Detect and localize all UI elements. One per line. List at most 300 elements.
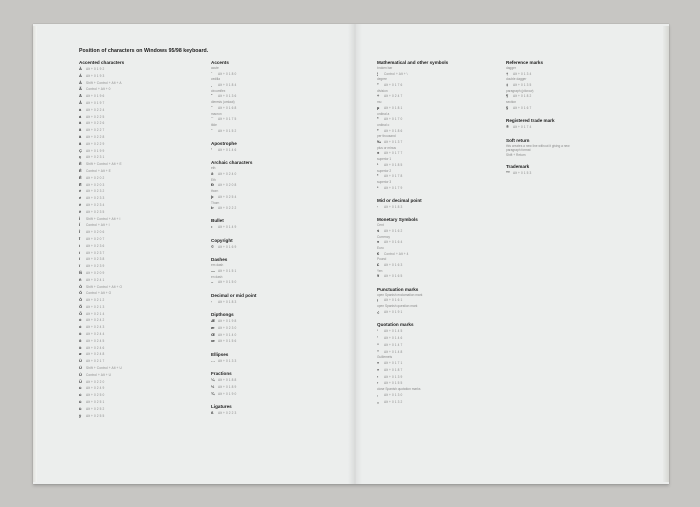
key-combination: Alt + 0 2 0 6: [86, 230, 105, 235]
character-row: [79, 365, 124, 372]
character-row: [377, 328, 448, 335]
key-combination: Alt + 0 1 9 9: [86, 148, 105, 153]
symbol-group: [506, 59, 570, 112]
character-row: [506, 82, 570, 89]
key-combination: Alt + 0 1 5 1: [218, 268, 237, 273]
character-row: [211, 105, 256, 112]
entry-label: Guillemets: [377, 355, 393, 360]
symbol-group: [211, 237, 256, 251]
character-row: [79, 175, 124, 182]
character-row: [79, 277, 124, 284]
character-glyph: Ð: [211, 182, 214, 188]
character-row: [506, 170, 570, 177]
character-row: [79, 379, 124, 386]
character-glyph: û: [79, 399, 82, 405]
group-heading: Accents: [211, 60, 229, 65]
entry-note: Shift + Return: [506, 152, 526, 157]
character-glyph: Ñ: [79, 269, 82, 275]
character-row: [79, 236, 124, 243]
group-heading: Ligatures: [211, 404, 232, 410]
key-combination: Alt + 0 1 9 2: [86, 67, 105, 71]
character-glyph: ¤: [377, 239, 380, 245]
entry-label: macron: [211, 111, 222, 116]
character-glyph: æ: [211, 324, 215, 330]
key-combination: Alt + 0 2 4 4: [86, 332, 105, 337]
key-combination: Alt + 0 1 9 8: [218, 319, 237, 324]
key-combination: Alt + 0 1 6 5: [384, 274, 403, 279]
key-combination: Control + Alt + U: [86, 372, 112, 377]
character-row: [79, 107, 124, 114]
character-glyph: õ: [79, 337, 82, 343]
group-heading: Reference marks: [506, 60, 544, 65]
symbol-group: [506, 163, 570, 177]
key-combination: Alt + 0 2 3 7: [86, 250, 105, 255]
character-row: [211, 82, 256, 89]
character-glyph: ¼: [211, 377, 215, 383]
key-combination: Alt + 0 1 4 7: [384, 342, 403, 347]
character-glyph: Ç: [79, 147, 82, 153]
key-combination: Alt + 0 1 3 9: [384, 374, 403, 379]
key-combination: Alt + 0 1 8 3: [384, 204, 403, 209]
key-combination: Alt + 0 1 5 0: [218, 280, 237, 285]
character-glyph: á: [79, 113, 82, 119]
character-glyph: °: [377, 81, 379, 87]
character-row: [211, 171, 256, 178]
character-row: [377, 150, 448, 157]
key-combination: Alt + 0 1 8 7: [384, 367, 403, 372]
symbol-group: [377, 321, 448, 405]
character-row: [211, 358, 256, 365]
key-combination: Control + Alt + 0: [86, 87, 111, 92]
key-combination: Alt + 0 2 2 4: [86, 107, 105, 112]
character-glyph: Ò: [79, 283, 83, 289]
character-row: [377, 204, 448, 211]
key-combination: Alt + 0 1 8 4: [218, 82, 237, 87]
character-glyph: é: [79, 195, 82, 201]
key-combination: Alt + 0 1 9 3: [86, 73, 105, 78]
character-glyph: ¦: [377, 70, 379, 76]
key-combination: Alt + 0 2 0 9: [86, 270, 105, 275]
key-combination: Shift + Control + Alt + E: [86, 162, 122, 167]
key-combination: Alt + 0 2 5 5: [86, 413, 105, 418]
character-glyph: ¯: [211, 116, 214, 122]
key-combination: Alt + 0 2 4 6: [86, 345, 105, 350]
character-glyph: ‰: [377, 138, 381, 144]
character-row: [79, 100, 124, 107]
character-glyph: ‹: [377, 373, 379, 379]
character-glyph: ¡: [377, 297, 379, 303]
key-combination: Control + Alt + 4: [384, 251, 409, 256]
column-accented-characters: [79, 59, 124, 425]
symbol-group: [211, 159, 256, 212]
character-glyph: ’: [211, 146, 213, 152]
key-combination: Alt + 0 1 7 6: [384, 82, 403, 87]
character-glyph: ¹: [377, 161, 379, 167]
key-combination: Alt + 0 2 0 3: [86, 182, 105, 187]
key-combination: Alt + 0 2 4 0: [218, 171, 237, 176]
character-row: [79, 317, 124, 324]
key-combination: Alt + 0 1 7 4: [513, 125, 532, 130]
character-row: [377, 309, 448, 316]
key-combination: Alt + 0 2 5 0: [86, 393, 105, 398]
entry-label: Thorn: [211, 200, 220, 205]
key-combination: Alt + 0 2 3 6: [86, 243, 105, 248]
character-glyph: ð: [211, 170, 214, 176]
group-heading: Bullet: [211, 218, 224, 224]
character-row: [377, 239, 448, 246]
key-combination: Alt + 0 1 8 6: [384, 128, 403, 133]
character-row: [79, 406, 124, 413]
key-combination: Alt + 0 1 8 2: [513, 94, 532, 99]
character-glyph: ‘: [377, 328, 379, 334]
character-glyph: ¨: [211, 104, 213, 110]
character-row: [377, 392, 448, 399]
character-glyph: Û: [79, 371, 82, 377]
key-combination: Alt + 0 1 8 3: [218, 299, 237, 304]
entry-label: dagger: [506, 66, 516, 70]
character-glyph: Ï: [79, 235, 81, 241]
character-row: [377, 139, 448, 146]
left-page-edges: [33, 26, 37, 482]
key-combination: Alt + 0 1 5 3: [513, 170, 532, 175]
key-combination: Alt + 0 2 1 2: [86, 298, 105, 303]
character-row: [377, 367, 448, 374]
key-combination: Alt + 0 1 9 1: [384, 309, 403, 314]
symbol-group: [211, 140, 256, 154]
key-combination: Alt + 0 1 3 3: [218, 358, 237, 363]
character-glyph: ³: [377, 184, 379, 190]
character-row: [211, 116, 256, 123]
character-glyph: ®: [506, 124, 509, 130]
entry-label: open Spanish question mark: [377, 304, 418, 309]
character-glyph: ì: [79, 242, 81, 248]
character-glyph: Ä: [79, 93, 82, 99]
character-row: [79, 209, 124, 216]
character-row: [377, 374, 448, 381]
group-heading: Mathematical and other symbols: [377, 60, 449, 65]
key-combination: Alt + 0 1 3 6: [218, 94, 237, 99]
key-combination: Alt + 0 2 3 8: [86, 257, 105, 262]
character-glyph: ˆ: [211, 93, 213, 99]
key-combination: Alt + 0 1 3 4: [513, 71, 532, 76]
key-combination: Control + Alt + E: [86, 168, 111, 173]
character-glyph: í: [79, 249, 81, 255]
key-combination: Alt + 0 1 8 0: [218, 71, 237, 76]
key-combination: Alt + 0 1 4 8: [384, 349, 403, 354]
character-row: [211, 318, 256, 325]
character-row: [79, 188, 124, 195]
character-row: [79, 93, 124, 100]
character-row: [377, 342, 448, 349]
symbol-group: [211, 256, 256, 286]
character-row: [506, 105, 570, 112]
character-glyph: î: [79, 256, 81, 262]
key-combination: Alt + 0 1 3 2: [384, 399, 403, 404]
character-row: [377, 93, 448, 100]
key-combination: Alt + 0 1 5 2: [218, 128, 237, 133]
group-heading: Copyright: [211, 237, 233, 243]
character-row: [211, 279, 256, 286]
character-glyph: µ: [377, 104, 380, 110]
character-glyph: ÷: [377, 93, 380, 99]
character-row: [79, 182, 124, 189]
key-combination: Shift + Control + Alt + U: [86, 366, 122, 371]
symbol-group: [377, 197, 448, 211]
character-glyph: »: [377, 366, 380, 372]
entry-label: Eth: [211, 177, 216, 182]
key-combination: Alt + 0 1 4 6: [218, 147, 237, 152]
group-heading: Dipthongs: [211, 312, 234, 318]
character-glyph: ·: [211, 298, 213, 304]
character-glyph: ¢: [377, 227, 380, 233]
character-row: [211, 194, 256, 201]
key-combination: Alt + 0 1 6 1: [384, 298, 403, 303]
group-heading: Mid or decimal point: [377, 197, 422, 203]
character-row: [79, 216, 124, 223]
key-combination: Alt + 0 2 4 9: [86, 386, 105, 391]
column-math-to-quotation: [377, 59, 448, 411]
character-row: [377, 185, 448, 192]
character-row: [377, 297, 448, 304]
group-heading: Apostrophe: [211, 140, 237, 146]
character-row: [211, 299, 256, 306]
character-row: [79, 399, 124, 406]
character-row: [79, 148, 124, 155]
key-combination: Alt + 0 1 8 1: [384, 105, 403, 110]
character-glyph: ú: [79, 392, 82, 398]
character-glyph: å: [79, 140, 82, 146]
key-combination: Alt + 0 1 3 7: [384, 139, 403, 144]
character-row: [211, 224, 256, 231]
entry-label: degree: [377, 77, 387, 82]
character-glyph: þ: [211, 193, 214, 199]
group-heading: Registered trade mark: [506, 118, 555, 124]
key-combination: Alt + 0 2 2 9: [86, 141, 105, 146]
character-row: [211, 384, 256, 391]
key-combination: Alt + 0 2 3 3: [86, 196, 105, 201]
key-combination: Alt + 0 1 4 6: [384, 336, 403, 340]
entry-note: paragraph format: [506, 148, 531, 153]
character-row: [79, 385, 124, 392]
character-glyph: ½: [211, 384, 215, 389]
character-row: [377, 82, 448, 89]
key-combination: Alt + 0 1 9 0: [218, 391, 237, 396]
character-glyph: Á: [79, 72, 82, 78]
character-glyph: ©: [211, 243, 214, 249]
entry-label: per thousand: [377, 134, 396, 139]
character-row: [211, 410, 256, 417]
character-row: [211, 332, 256, 339]
character-row: [79, 345, 124, 352]
symbol-group: [79, 59, 124, 419]
character-row: [377, 228, 448, 235]
character-glyph: ·: [377, 203, 379, 209]
character-glyph: ó: [79, 324, 82, 330]
character-row: [79, 270, 124, 277]
group-heading: Decimal or mid point: [211, 292, 257, 298]
key-combination: Alt + 0 2 4 7: [384, 94, 403, 99]
key-combination: Alt + 0 1 8 9: [218, 385, 237, 389]
character-row: [79, 66, 124, 73]
character-row: [211, 147, 256, 154]
character-row: [211, 93, 256, 100]
entry-label: thorn: [211, 189, 219, 194]
key-combination: Alt + 0 2 2 2: [218, 206, 237, 211]
entry-label: broken bar: [377, 66, 393, 70]
character-row: [377, 399, 448, 406]
key-combination: Control + Alt + O: [86, 291, 112, 296]
character-row: [211, 338, 256, 345]
character-row: [79, 86, 124, 93]
character-row: [377, 380, 448, 387]
key-combination: Alt + 0 1 6 2: [384, 228, 403, 233]
character-glyph: Ü: [79, 378, 82, 384]
character-row: [79, 134, 124, 141]
character-glyph: £: [377, 262, 380, 268]
character-glyph: ô: [79, 331, 82, 337]
character-glyph: ÿ: [79, 412, 82, 418]
key-combination: Alt + 0 2 2 5: [86, 114, 105, 119]
key-combination: Alt + 0 2 2 0: [86, 379, 105, 384]
character-row: [79, 351, 124, 358]
character-glyph: Ö: [79, 310, 83, 316]
character-glyph: ±: [377, 150, 380, 156]
character-row: [211, 325, 256, 332]
key-combination: Alt + 0 1 3 0: [384, 392, 403, 397]
character-glyph: ›: [377, 380, 379, 386]
character-row: [377, 349, 448, 356]
character-row: [79, 229, 124, 236]
key-combination: Alt + 0 2 3 1: [86, 155, 105, 160]
character-glyph: §: [506, 104, 509, 110]
character-row: [79, 413, 124, 420]
key-combination: Alt + 0 1 7 1: [384, 360, 403, 365]
character-glyph: Â: [79, 79, 82, 85]
character-glyph: Í: [79, 222, 81, 228]
key-combination: Alt + 0 1 8 5: [384, 162, 403, 167]
character-row: [79, 290, 124, 297]
entry-label: Currency: [377, 234, 390, 239]
entry-label: en dash: [211, 274, 223, 279]
character-glyph: è: [79, 188, 82, 194]
entry-label: close Spanish quotation marks: [377, 387, 421, 392]
symbol-group: [211, 311, 256, 345]
key-combination: Control + Alt + \: [384, 71, 408, 76]
key-combination: Shift + Control + Alt + A: [86, 80, 122, 85]
character-glyph: Æ: [211, 318, 215, 324]
key-combination: Alt + 0 1 6 4: [384, 240, 403, 245]
key-combination: Alt + 0 2 5 2: [86, 406, 105, 411]
key-combination: Alt + 0 2 0 8: [218, 183, 237, 188]
character-row: [211, 182, 256, 189]
character-row: [79, 154, 124, 161]
character-row: [506, 71, 570, 78]
character-glyph: ²: [377, 173, 379, 179]
entry-label: dieresis (umlaut): [211, 100, 235, 105]
key-combination: Alt + 0 2 3 4: [86, 202, 105, 207]
character-row: [79, 114, 124, 121]
character-glyph: À: [79, 66, 82, 71]
symbol-group: [211, 217, 256, 231]
entry-label: division: [377, 88, 388, 93]
entry-label: cedilla: [211, 77, 221, 82]
character-glyph: Ê: [79, 174, 82, 180]
character-glyph: œ: [211, 338, 215, 344]
character-glyph: Õ: [79, 303, 83, 309]
key-combination: Control + Alt + I: [86, 223, 110, 228]
key-combination: Alt + 0 2 2 6: [86, 121, 105, 126]
key-combination: Alt + 0 1 8 8: [218, 378, 237, 383]
entry-label: paragraph (pilcrow): [506, 88, 534, 93]
character-glyph: “: [377, 341, 379, 347]
character-row: [211, 128, 256, 135]
group-heading: Fractions: [211, 371, 232, 377]
character-row: [79, 311, 124, 318]
key-combination: Alt + 0 1 7 5: [218, 117, 237, 122]
column-accents-to-ligatures: [211, 59, 256, 423]
character-glyph: ‚: [377, 391, 379, 397]
key-combination: Alt + 0 2 0 2: [86, 175, 105, 180]
character-row: [79, 263, 124, 270]
character-row: [377, 105, 448, 112]
character-glyph: ¶: [506, 93, 509, 99]
character-glyph: ò: [79, 317, 82, 323]
entry-label: superior 3: [377, 179, 392, 184]
key-combination: Alt + 0 1 5 6: [218, 339, 237, 344]
character-glyph: ”: [377, 348, 379, 354]
character-glyph: Ë: [79, 181, 82, 187]
character-row: [211, 205, 256, 212]
key-combination: Alt + 0 1 7 0: [384, 117, 403, 122]
key-combination: Shift + Control + Alt + O: [86, 284, 123, 289]
character-row: [377, 128, 448, 135]
page-intro: Position of characters on Windows 95/98 keyboard.: [79, 48, 209, 54]
character-glyph: ˜: [211, 127, 213, 133]
character-row: [211, 244, 256, 251]
character-glyph: ã: [79, 127, 82, 133]
character-glyph: ù: [79, 385, 82, 391]
key-combination: Alt + 0 2 2 3: [218, 411, 237, 416]
character-glyph: …: [211, 357, 215, 363]
character-row: [79, 161, 124, 168]
character-glyph: ë: [79, 208, 82, 214]
group-heading: Accented characters: [79, 60, 125, 65]
character-row: [79, 141, 124, 148]
character-row: [79, 73, 124, 80]
key-combination: Shift + Control + Alt + I: [86, 216, 121, 221]
character-glyph: â: [79, 120, 82, 126]
key-combination: Alt + 0 1 7 8: [384, 174, 403, 179]
character-glyph: ü: [79, 405, 82, 411]
entry-label: em dash: [211, 263, 224, 268]
character-glyph: „: [377, 398, 379, 404]
symbol-group: [506, 117, 570, 131]
character-glyph: º: [377, 127, 379, 133]
character-row: [79, 304, 124, 311]
column-reference-to-trademark: [506, 59, 570, 182]
character-glyph: Ó: [79, 290, 83, 296]
symbol-group: [377, 216, 448, 280]
character-glyph: ç: [79, 154, 82, 160]
key-combination: Alt + 0 2 4 1: [86, 277, 105, 282]
character-row: [79, 202, 124, 209]
symbol-group: [211, 351, 256, 365]
entry-label: mu: [377, 100, 382, 105]
character-glyph: ö: [79, 344, 82, 350]
key-combination: Alt + 0 1 5 5: [384, 381, 403, 386]
character-glyph: Ù: [79, 358, 82, 364]
character-row: [79, 372, 124, 379]
